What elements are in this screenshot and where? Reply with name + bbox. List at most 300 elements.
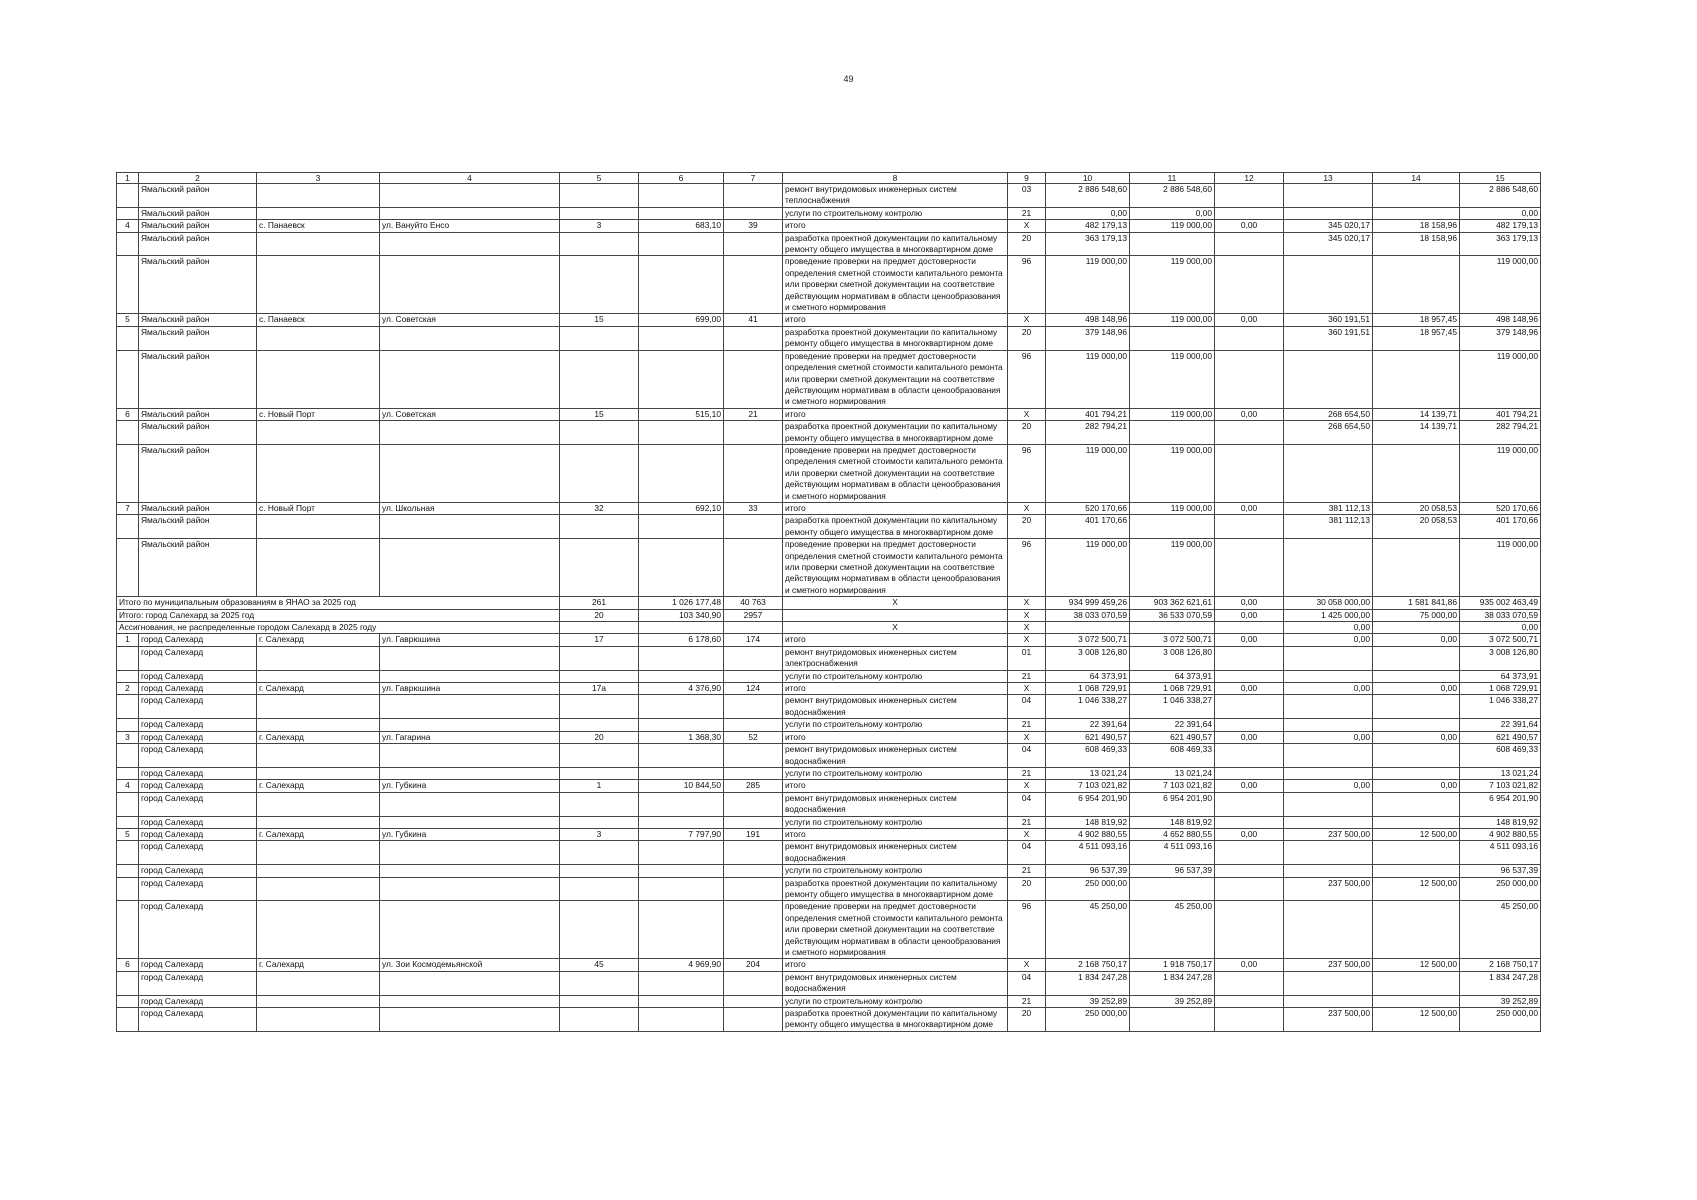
table-cell xyxy=(560,744,639,768)
work-type-cell: услуги по строительному контролю xyxy=(783,767,1008,779)
column-number-row xyxy=(117,173,1541,184)
table-cell xyxy=(639,971,724,995)
table-cell xyxy=(1284,444,1373,502)
table-cell: 119 000,00 xyxy=(1130,408,1215,420)
table-cell: город Салехард xyxy=(139,901,257,959)
table-cell: 379 148,96 xyxy=(1460,326,1541,350)
table-cell: 191 xyxy=(724,828,783,840)
table-cell: 96 xyxy=(1008,350,1046,408)
table-cell xyxy=(560,326,639,350)
table-cell: 4 969,90 xyxy=(639,959,724,971)
col-header: 1 xyxy=(117,173,139,184)
table-cell xyxy=(117,816,139,828)
table-cell xyxy=(117,444,139,502)
table-cell: 04 xyxy=(1008,792,1046,816)
table-row xyxy=(117,995,1541,1007)
table-cell: 0,00 xyxy=(1130,207,1215,219)
table-cell: 608 469,33 xyxy=(1460,744,1541,768)
table-cell xyxy=(724,539,783,597)
table-cell: 2 886 548,60 xyxy=(1046,184,1130,208)
table-cell: 7 103 021,82 xyxy=(1460,780,1541,792)
table-cell: 2 886 548,60 xyxy=(1460,184,1541,208)
table-cell: 482 179,13 xyxy=(1046,220,1130,232)
table-cell xyxy=(380,767,560,779)
table-cell: 20 058,53 xyxy=(1373,502,1460,514)
table-cell xyxy=(639,767,724,779)
table-cell: 04 xyxy=(1008,841,1046,865)
table-cell: 0,00 xyxy=(1215,220,1284,232)
table-cell: 2957 xyxy=(724,609,783,621)
table-cell: 3 xyxy=(560,220,639,232)
table-cell xyxy=(1284,901,1373,959)
work-type-cell: услуги по строительному контролю xyxy=(783,670,1008,682)
table-cell xyxy=(1284,767,1373,779)
table-cell: 0,00 xyxy=(1215,634,1284,646)
table-cell: 64 373,91 xyxy=(1046,670,1130,682)
table-cell xyxy=(639,719,724,731)
table-cell xyxy=(560,995,639,1007)
table-row xyxy=(117,634,1541,646)
table-cell: 04 xyxy=(1008,695,1046,719)
table-cell xyxy=(1373,816,1460,828)
table-cell: 1 834 247,28 xyxy=(1130,971,1215,995)
work-type-cell: услуги по строительному контролю xyxy=(783,207,1008,219)
table-cell xyxy=(1130,1008,1215,1032)
summary-label: Итого по муниципальным образованиям в ЯНАО за 2025 год xyxy=(117,597,560,609)
table-cell: X xyxy=(1008,731,1046,743)
table-cell: 75 000,00 xyxy=(1373,609,1460,621)
table-cell: 250 000,00 xyxy=(1046,877,1130,901)
table-cell: 20 xyxy=(560,609,639,621)
table-cell xyxy=(1284,841,1373,865)
table-cell: 96 xyxy=(1008,444,1046,502)
col-header: 5 xyxy=(560,173,639,184)
work-type-cell: ремонт внутридомовых инженерных систем водоснабжения xyxy=(783,971,1008,995)
table-row xyxy=(117,901,1541,959)
table-cell xyxy=(1215,444,1284,502)
col-header: 4 xyxy=(380,173,560,184)
table-row xyxy=(117,959,1541,971)
table-row xyxy=(117,683,1541,695)
table-cell xyxy=(380,971,560,995)
table-cell xyxy=(257,539,380,597)
table-cell: город Салехард xyxy=(139,744,257,768)
table-cell: 39 252,89 xyxy=(1046,995,1130,1007)
table-cell: 3 008 126,80 xyxy=(1460,646,1541,670)
table-cell: ул. Гагарина xyxy=(380,731,560,743)
table-cell: X xyxy=(1008,683,1046,695)
table-cell xyxy=(639,877,724,901)
table-cell xyxy=(639,350,724,408)
work-type-cell: ремонт внутридомовых инженерных систем водоснабжения xyxy=(783,695,1008,719)
table-cell: 608 469,33 xyxy=(1046,744,1130,768)
table-cell xyxy=(639,421,724,445)
table-cell: Ямальский район xyxy=(139,444,257,502)
table-row xyxy=(117,841,1541,865)
work-type-cell: ремонт внутридомовых инженерных систем теплоснабжения xyxy=(783,184,1008,208)
table-cell xyxy=(1215,326,1284,350)
table-cell xyxy=(257,670,380,682)
table-cell xyxy=(117,207,139,219)
table-row xyxy=(117,444,1541,502)
table-cell: город Салехард xyxy=(139,828,257,840)
table-cell: 0,00 xyxy=(1284,634,1373,646)
table-cell xyxy=(560,901,639,959)
table-row xyxy=(117,408,1541,420)
table-cell xyxy=(724,995,783,1007)
table-cell: ул. Советская xyxy=(380,314,560,326)
table-cell xyxy=(639,444,724,502)
table-cell xyxy=(257,971,380,995)
table-cell xyxy=(560,350,639,408)
table-cell xyxy=(783,609,1008,621)
table-cell: 2 xyxy=(117,683,139,695)
table-cell: 21 xyxy=(1008,207,1046,219)
table-cell xyxy=(724,719,783,731)
table-cell: город Салехард xyxy=(139,634,257,646)
table-cell: 6 954 201,90 xyxy=(1130,792,1215,816)
table-cell xyxy=(639,670,724,682)
table-cell: 250 000,00 xyxy=(1046,1008,1130,1032)
table-cell xyxy=(117,326,139,350)
table-cell xyxy=(117,995,139,1007)
table-row xyxy=(117,515,1541,539)
table-cell xyxy=(560,646,639,670)
table-cell: 119 000,00 xyxy=(1460,350,1541,408)
table-cell: 1 xyxy=(117,634,139,646)
table-cell: 268 654,50 xyxy=(1284,421,1373,445)
work-type-cell: итого xyxy=(783,780,1008,792)
col-header: 13 xyxy=(1284,173,1373,184)
table-cell: город Салехард xyxy=(139,971,257,995)
table-cell xyxy=(639,841,724,865)
table-cell xyxy=(639,256,724,314)
table-cell: 4 xyxy=(117,780,139,792)
table-cell: 345 020,17 xyxy=(1284,220,1373,232)
table-cell xyxy=(560,767,639,779)
table-cell xyxy=(1215,622,1284,634)
table-cell: 39 xyxy=(724,220,783,232)
table-cell xyxy=(1215,816,1284,828)
table-cell: 15 xyxy=(560,408,639,420)
table-cell: 20 xyxy=(1008,1008,1046,1032)
table-cell: 119 000,00 xyxy=(1130,350,1215,408)
table-cell: Ямальский район xyxy=(139,539,257,597)
table-cell: город Салехард xyxy=(139,865,257,877)
table-cell: 608 469,33 xyxy=(1130,744,1215,768)
table-cell: 13 021,24 xyxy=(1130,767,1215,779)
table-cell: 0,00 xyxy=(1215,408,1284,420)
table-cell: 148 819,92 xyxy=(1046,816,1130,828)
table-cell xyxy=(1215,207,1284,219)
table-cell xyxy=(639,326,724,350)
col-header: 15 xyxy=(1460,173,1541,184)
table-cell xyxy=(380,865,560,877)
table-cell: 0,00 xyxy=(1284,731,1373,743)
table-cell xyxy=(1284,744,1373,768)
table-cell: 285 xyxy=(724,780,783,792)
table-cell xyxy=(560,865,639,877)
table-cell: 204 xyxy=(724,959,783,971)
table-cell: 119 000,00 xyxy=(1460,444,1541,502)
table-cell: город Салехард xyxy=(139,877,257,901)
table-cell xyxy=(1373,670,1460,682)
table-cell xyxy=(117,695,139,719)
table-cell xyxy=(257,207,380,219)
col-header: 9 xyxy=(1008,173,1046,184)
table-cell: 14 139,71 xyxy=(1373,421,1460,445)
table-cell: 0,00 xyxy=(1215,683,1284,695)
table-cell xyxy=(1284,350,1373,408)
table-cell: 30 058 000,00 xyxy=(1284,597,1373,609)
table-row xyxy=(117,207,1541,219)
table-cell xyxy=(724,792,783,816)
table-cell: город Салехард xyxy=(139,670,257,682)
table-cell xyxy=(257,877,380,901)
table-cell xyxy=(639,232,724,256)
table-cell: город Салехард xyxy=(139,683,257,695)
table-cell: 401 170,66 xyxy=(1046,515,1130,539)
work-type-cell: разработка проектной документации по капитальному ремонту общего имущества в многоквартирном доме xyxy=(783,877,1008,901)
table-cell xyxy=(724,767,783,779)
table-cell: 0,00 xyxy=(1215,731,1284,743)
table-cell: ул. Гаврюшина xyxy=(380,683,560,695)
table-cell xyxy=(380,256,560,314)
table-cell xyxy=(724,444,783,502)
table-cell xyxy=(380,719,560,731)
work-type-cell: итого xyxy=(783,502,1008,514)
table-cell: 41 xyxy=(724,314,783,326)
table-row xyxy=(117,695,1541,719)
table-cell xyxy=(117,877,139,901)
table-cell xyxy=(724,877,783,901)
table-cell: Ямальский район xyxy=(139,350,257,408)
work-type-cell: проведение проверки на предмет достоверности определения сметной стоимости капитального ремонта или проверки сметной документации на соответствие действующим нормативам в области ценообразования и сметного нормирования xyxy=(783,539,1008,597)
table-cell: 96 xyxy=(1008,256,1046,314)
table-cell: Ямальский район xyxy=(139,184,257,208)
table-cell xyxy=(724,971,783,995)
table-cell: 103 340,90 xyxy=(639,609,724,621)
table-cell: 0,00 xyxy=(1460,207,1541,219)
table-cell: 1 026 177,48 xyxy=(639,597,724,609)
table-cell xyxy=(724,865,783,877)
table-cell: X xyxy=(1008,780,1046,792)
table-cell: 20 xyxy=(1008,421,1046,445)
table-cell: 282 794,21 xyxy=(1460,421,1541,445)
table-cell: 119 000,00 xyxy=(1046,444,1130,502)
table-cell xyxy=(1130,232,1215,256)
table-cell: 96 xyxy=(1008,539,1046,597)
table-cell: X xyxy=(1008,828,1046,840)
table-cell xyxy=(1373,622,1460,634)
table-cell xyxy=(1215,901,1284,959)
table-cell: 1 834 247,28 xyxy=(1046,971,1130,995)
table-row xyxy=(117,421,1541,445)
table-cell: г. Салехард xyxy=(257,731,380,743)
table-cell xyxy=(1284,695,1373,719)
table-cell xyxy=(639,622,724,634)
table-cell: 699,00 xyxy=(639,314,724,326)
table-cell: 22 391,64 xyxy=(1130,719,1215,731)
table-cell: 0,00 xyxy=(1215,314,1284,326)
table-cell xyxy=(380,646,560,670)
table-cell: с. Новый Порт xyxy=(257,408,380,420)
table-cell xyxy=(560,841,639,865)
table-cell xyxy=(117,515,139,539)
table-cell: ул. Губкина xyxy=(380,780,560,792)
table-cell: ул. Школьная xyxy=(380,502,560,514)
table-cell xyxy=(1215,767,1284,779)
table-cell: 18 957,45 xyxy=(1373,314,1460,326)
table-cell xyxy=(724,326,783,350)
table-cell: X xyxy=(1008,634,1046,646)
table-cell: с. Панаевск xyxy=(257,314,380,326)
table-cell: Ямальский район xyxy=(139,502,257,514)
table-cell: 124 xyxy=(724,683,783,695)
work-type-cell: ремонт внутридомовых инженерных систем водоснабжения xyxy=(783,792,1008,816)
table-cell: 96 xyxy=(1008,901,1046,959)
table-cell: 903 362 621,61 xyxy=(1130,597,1215,609)
table-row xyxy=(117,326,1541,350)
work-type-cell: разработка проектной документации по капитальному ремонту общего имущества в многоквартирном доме xyxy=(783,326,1008,350)
table-cell xyxy=(257,719,380,731)
table-cell: 0,00 xyxy=(1215,609,1284,621)
table-cell: 14 139,71 xyxy=(1373,408,1460,420)
table-cell: 363 179,13 xyxy=(1460,232,1541,256)
table-cell xyxy=(1284,995,1373,1007)
table-cell xyxy=(1130,877,1215,901)
table-cell xyxy=(257,184,380,208)
table-cell: X xyxy=(1008,597,1046,609)
table-cell xyxy=(1130,326,1215,350)
table-cell: 1 046 338,27 xyxy=(1130,695,1215,719)
table-cell xyxy=(1373,695,1460,719)
table-cell: 0,00 xyxy=(1284,683,1373,695)
table-cell xyxy=(117,792,139,816)
table-row xyxy=(117,539,1541,597)
table-cell: 401 170,66 xyxy=(1460,515,1541,539)
table-cell xyxy=(380,350,560,408)
table-cell: ул. Зои Космодемьянской xyxy=(380,959,560,971)
table-cell xyxy=(1215,744,1284,768)
table-cell xyxy=(560,444,639,502)
table-cell xyxy=(1373,841,1460,865)
table-row xyxy=(117,719,1541,731)
table-cell: 21 xyxy=(1008,865,1046,877)
table-cell: 4 511 093,16 xyxy=(1130,841,1215,865)
table-cell xyxy=(1373,207,1460,219)
table-cell: 1 834 247,28 xyxy=(1460,971,1541,995)
work-type-cell: итого xyxy=(783,828,1008,840)
table-cell: 119 000,00 xyxy=(1130,539,1215,597)
table-cell: 6 xyxy=(117,408,139,420)
table-cell xyxy=(724,841,783,865)
col-header: 10 xyxy=(1046,173,1130,184)
table-cell: 268 654,50 xyxy=(1284,408,1373,420)
table-cell: 520 170,66 xyxy=(1460,502,1541,514)
work-type-cell: итого xyxy=(783,314,1008,326)
table-row xyxy=(117,350,1541,408)
table-cell: ул. Гаврюшина xyxy=(380,634,560,646)
table-cell xyxy=(1130,421,1215,445)
table-row xyxy=(117,609,1541,621)
table-cell xyxy=(257,767,380,779)
work-type-cell: разработка проектной документации по капитальному ремонту общего имущества в многоквартирном доме xyxy=(783,232,1008,256)
table-cell xyxy=(560,622,639,634)
table-cell xyxy=(1284,670,1373,682)
table-cell xyxy=(724,421,783,445)
table-cell: город Салехард xyxy=(139,695,257,719)
table-cell xyxy=(639,695,724,719)
table-cell xyxy=(560,971,639,995)
work-type-cell: ремонт внутридомовых инженерных систем электроснабжения xyxy=(783,646,1008,670)
table-cell xyxy=(257,444,380,502)
table-cell xyxy=(1373,971,1460,995)
table-cell: ул. Вануйто Енсо xyxy=(380,220,560,232)
table-cell: 237 500,00 xyxy=(1284,1008,1373,1032)
table-cell: 1 368,30 xyxy=(639,731,724,743)
table-cell xyxy=(257,816,380,828)
table-cell: 2 168 750,17 xyxy=(1460,959,1541,971)
table-cell xyxy=(639,207,724,219)
table-cell: 1 046 338,27 xyxy=(1460,695,1541,719)
table-cell: 119 000,00 xyxy=(1130,220,1215,232)
table-cell: 0,00 xyxy=(1373,634,1460,646)
table-cell xyxy=(257,646,380,670)
table-cell xyxy=(560,421,639,445)
table-cell: 3 072 500,71 xyxy=(1046,634,1130,646)
table-cell: 515,10 xyxy=(639,408,724,420)
table-cell: 18 158,96 xyxy=(1373,220,1460,232)
col-header: 14 xyxy=(1373,173,1460,184)
table-cell xyxy=(1215,646,1284,670)
table-cell xyxy=(1373,350,1460,408)
table-cell xyxy=(724,670,783,682)
work-type-cell: итого xyxy=(783,634,1008,646)
table-cell xyxy=(117,865,139,877)
table-cell xyxy=(639,744,724,768)
table-cell: 4 902 880,55 xyxy=(1460,828,1541,840)
table-cell: город Салехард xyxy=(139,959,257,971)
table-cell xyxy=(1130,515,1215,539)
table-cell xyxy=(724,695,783,719)
table-cell: 21 xyxy=(724,408,783,420)
table-cell: 21 xyxy=(1008,670,1046,682)
table-cell: 03 xyxy=(1008,184,1046,208)
table-cell: 692,10 xyxy=(639,502,724,514)
table-row xyxy=(117,971,1541,995)
table-cell: X xyxy=(783,622,1008,634)
table-cell: 01 xyxy=(1008,646,1046,670)
table-row xyxy=(117,597,1541,609)
table-cell xyxy=(257,421,380,445)
table-cell: 20 058,53 xyxy=(1373,515,1460,539)
work-type-cell: проведение проверки на предмет достоверности определения сметной стоимости капитального ремонта или проверки сметной документации на соответствие действующим нормативам в области ценообразования и сметного нормирования xyxy=(783,901,1008,959)
table-cell xyxy=(639,539,724,597)
table-cell: 148 819,92 xyxy=(1130,816,1215,828)
work-type-cell: услуги по строительному контролю xyxy=(783,995,1008,1007)
col-header: 7 xyxy=(724,173,783,184)
table-cell xyxy=(1373,184,1460,208)
work-type-cell: услуги по строительному контролю xyxy=(783,719,1008,731)
table-cell xyxy=(1215,695,1284,719)
table-row xyxy=(117,502,1541,514)
table-cell xyxy=(1215,232,1284,256)
table-cell: 45 250,00 xyxy=(1460,901,1541,959)
table-cell: 20 xyxy=(1008,877,1046,901)
table-cell: 6 954 201,90 xyxy=(1046,792,1130,816)
table-cell xyxy=(380,184,560,208)
